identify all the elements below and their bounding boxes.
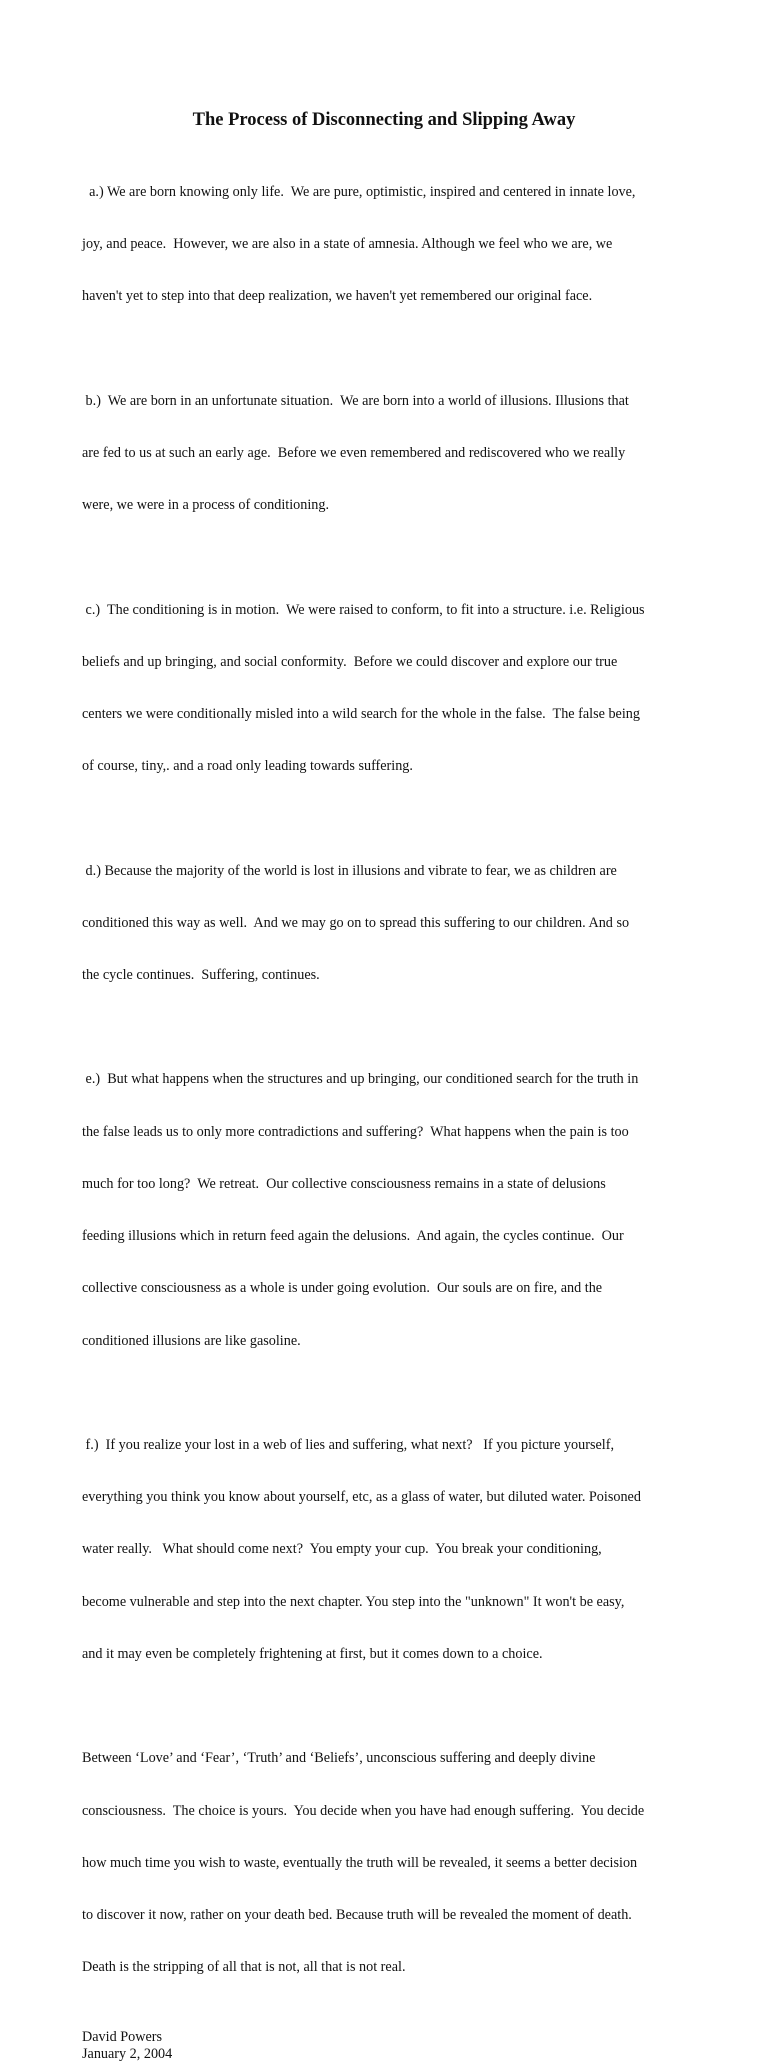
text-line: joy, and peace. However, we are also in a state of amnesia. Although we feel who we are, we: [82, 236, 613, 253]
paragraph-c: [82, 567, 690, 811]
text-line: Between ‘Love’ and ‘Fear’, ‘Truth’ and ‘Beliefs’, unconscious suffering and deeply divine: [82, 1750, 596, 1767]
document-body: [82, 149, 690, 2064]
text-line: Death is the stripping of all that is not, all that is not real.: [82, 1959, 406, 1976]
text-line: conditioned illusions are like gasoline.: [82, 1332, 301, 1349]
text-line: were, we were in a process of conditioning.: [82, 497, 330, 514]
text-line: a.) We are born knowing only life. We are pure, optimistic, inspired and centered in innate love,: [82, 183, 636, 200]
paragraph-f: [82, 1402, 690, 1698]
text-line: b.) We are born in an unfortunate situation. We are born into a world of illusions. Illusions that: [82, 392, 629, 409]
text-line: of course, tiny,. and a road only leading towards suffering.: [82, 758, 413, 775]
text-line: beliefs and up bringing, and social conformity. Before we could discover and explore our true: [82, 653, 618, 670]
text-line: to discover it now, rather on your death bed. Because truth will be revealed the moment of death.: [82, 1906, 632, 1923]
paragraph-d: [82, 828, 690, 1019]
document-date: January 2, 2004: [82, 2046, 173, 2063]
text-line: d.) Because the majority of the world is lost in illusions and vibrate to fear, we as children are: [82, 862, 617, 879]
text-line: the false leads us to only more contradictions and suffering? What happens when the pain is too: [82, 1123, 629, 1140]
text-line: e.) But what happens when the structures and up bringing, our conditioned search for the truth in: [82, 1071, 639, 1088]
text-line: are fed to us at such an early age. Before we even remembered and rediscovered who we really: [82, 444, 626, 461]
text-line: water really. What should come next? You empty your cup. You break your conditioning,: [82, 1541, 602, 1558]
paragraph-b: [82, 358, 690, 549]
author-name: David Powers: [82, 2028, 162, 2045]
text-line: conditioned this way as well. And we may go on to spread this suffering to our children. And so: [82, 914, 630, 931]
text-line: and it may even be completely frightening at first, but it comes down to a choice.: [82, 1645, 543, 1662]
text-line: f.) If you realize your lost in a web of lies and suffering, what next? If you picture yourself,: [82, 1436, 614, 1453]
text-line: much for too long? We retreat. Our collective consciousness remains in a state of delusions: [82, 1175, 606, 1192]
text-line: become vulnerable and step into the next chapter. You step into the "unknown" It won't be easy,: [82, 1593, 625, 1610]
text-line: centers we were conditionally misled into a wild search for the whole in the false. The false being: [82, 705, 640, 722]
signature-block: [82, 2029, 690, 2064]
text-line: haven't yet to step into that deep realization, we haven't yet remembered our original face.: [82, 288, 593, 305]
text-line: consciousness. The choice is yours. You decide when you have had enough suffering. You decide: [82, 1802, 645, 1819]
paragraph-e: [82, 1037, 690, 1385]
paragraph-conclusion: [82, 1715, 690, 2011]
text-line: how much time you wish to waste, eventually the truth will be revealed, it seems a better decision: [82, 1854, 638, 1871]
text-line: the cycle continues. Suffering, continues.: [82, 967, 320, 984]
document-title: The Process of Disconnecting and Slipping Away: [192, 110, 576, 130]
text-line: collective consciousness as a whole is under going evolution. Our souls are on fire, and the: [82, 1280, 603, 1297]
paragraph-a: [82, 149, 690, 340]
text-line: everything you think you know about yourself, etc, as a glass of water, but diluted water. Poisoned: [82, 1489, 641, 1506]
text-line: c.) The conditioning is in motion. We were raised to conform, to fit into a structure. i.e. Religious: [82, 601, 645, 618]
text-line: feeding illusions which in return feed again the delusions. And again, the cycles continue. Our: [82, 1228, 624, 1245]
